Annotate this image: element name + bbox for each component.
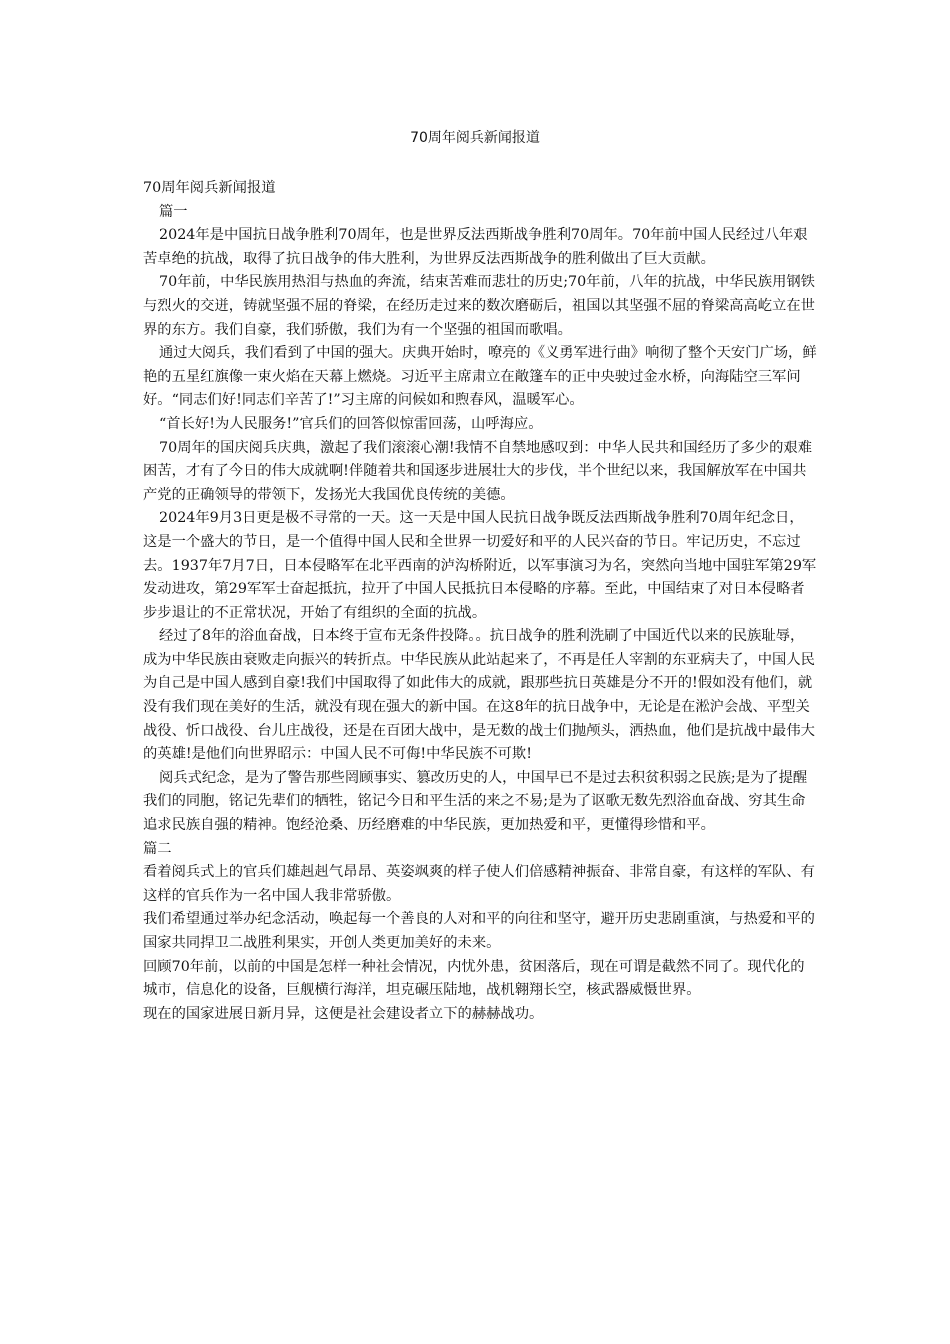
- paragraph: 我们希望通过举办纪念活动，唤起每一个善良的人对和平的向往和坚守，避开历史悲剧重演，与热爱和平的国家共同捍卫二战胜利果实，开创人类更加美好的未来。: [143, 911, 815, 951]
- section-heading-1: 篇一: [159, 203, 188, 220]
- paragraph: 2024年是中国抗日战争胜利70周年，也是世界反法西斯战争胜利70周年。70年前中国人民经过八年艰苦卓绝的抗战，取得了抗日战争的伟大胜利，为世界反法西斯战争的胜利做出了巨大贡献。: [143, 227, 808, 267]
- paragraph: 现在的国家进展日新月异，这便是社会建设者立下的赫赫战功。: [143, 1005, 544, 1022]
- document-body: [143, 177, 817, 1026]
- paragraph: 70年前，中华民族用热泪与热血的奔流，结束苦难而悲壮的历史;70年前，八年的抗战，中华民族用钢铁与烈火的交迸，铸就坚强不屈的脊梁，在经历走过来的数次磨砺后，祖国以其坚强不屈的脊梁高高屹立在世界的东方。我们自豪，我们骄傲，我们为有一个坚强的祖国而歌唱。: [143, 274, 815, 338]
- paragraph: 70周年的国庆阅兵庆典，激起了我们滚滚心潮!我情不自禁地感叹到：中华人民共和国经历了多少的艰难困苦，才有了今日的伟大成就啊!伴随着共和国逐步进展壮大的步伐，半个世纪以来，我国解放军在中国共产党的正确领导的带领下，发扬光大我国优良传统的美德。: [143, 439, 812, 503]
- paragraph: 看着阅兵式上的官兵们雄赳赳气昂昂、英姿飒爽的样子使人们倍感精神振奋、非常自豪，有这样的军队、有这样的官兵作为一名中国人我非常骄傲。: [143, 864, 815, 904]
- paragraph: 回顾70年前，以前的中国是怎样一种社会情况，内忧外患，贫困落后，现在可谓是截然不同了。现代化的城市，信息化的设备，巨舰横行海洋，坦克碾压陆地，战机翱翔长空，核武器威慑世界。: [143, 958, 805, 999]
- paragraph: 2024年9月3日更是极不寻常的一天。这一天是中国人民抗日战争既反法西斯战争胜利70周年纪念日，这是一个盛大的节日，是一个值得中国人民和全世界一切爱好和平的人民兴奋的节日。牢记历史，不忘过去。1937年7月7日，日本侵略军在北平西南的泸沟桥附近，以军事演习为名，突然向当地中国驻军第29军发动进攻，第29军军士奋起抵抗，拉开了中国人民抵抗日本侵略的序幕。至此，中国结束了对日本侵略者步步退让的不正常状况，开始了有组织的全面的抗战。: [143, 510, 817, 621]
- paragraph: 经过了8年的浴血奋战，日本终于宣布无条件投降。。抗日战争的胜利洗刷了中国近代以来的民族耻辱，成为中华民族由衰败走向振兴的转折点。中华民族从此站起来了，不再是任人宰割的东亚病夫了，中国人民为自己是中国人感到自豪!我们中国取得了如此伟大的成就，跟那些抗日英雄是分不开的!假如没有他们，就没有我们现在美好的生活，就没有现在强大的新中国。在这8年的抗日战争中，无论是在淞沪会战、平型关战役、忻口战役、台儿庄战役，还是在百团大战中，是无数的战士们抛颅头，洒热血，他们是抗战中最伟大的英雄!是他们向世界昭示：中国人民不可侮!中华民族不可欺!: [143, 628, 815, 763]
- paragraph: 通过大阅兵，我们看到了中国的强大。庆典开始时，嘹亮的《义勇军进行曲》响彻了整个天安门广场，鲜艳的五星红旗像一束火焰在天幕上燃烧。习近平主席肃立在敞篷车的正中央驶过金水桥，向海陆空三军问好。“同志们好!同志们辛苦了!”习主席的问候如和煦春风，温暖军心。: [143, 345, 817, 409]
- paragraph: 阅兵式纪念，是为了警告那些罔顾事实、篡改历史的人，中国早已不是过去积贫积弱之民族;是为了提醒我们的同胞，铭记先辈们的牺牲，铭记今日和平生活的来之不易;是为了讴歌无数先烈浴血奋战、穷其生命追求民族自强的精神。饱经沧桑、历经磨难的中华民族，更加热爱和平，更懂得珍惜和平。: [143, 769, 808, 834]
- section-heading-2: 篇二: [143, 840, 172, 857]
- document-title: 70周年阅兵新闻报道: [410, 130, 540, 146]
- paragraph: “首长好!为人民服务!”官兵们的回答似惊雷回荡，山呼海应。: [159, 415, 543, 432]
- document-subtitle: 70周年阅兵新闻报道: [143, 180, 276, 196]
